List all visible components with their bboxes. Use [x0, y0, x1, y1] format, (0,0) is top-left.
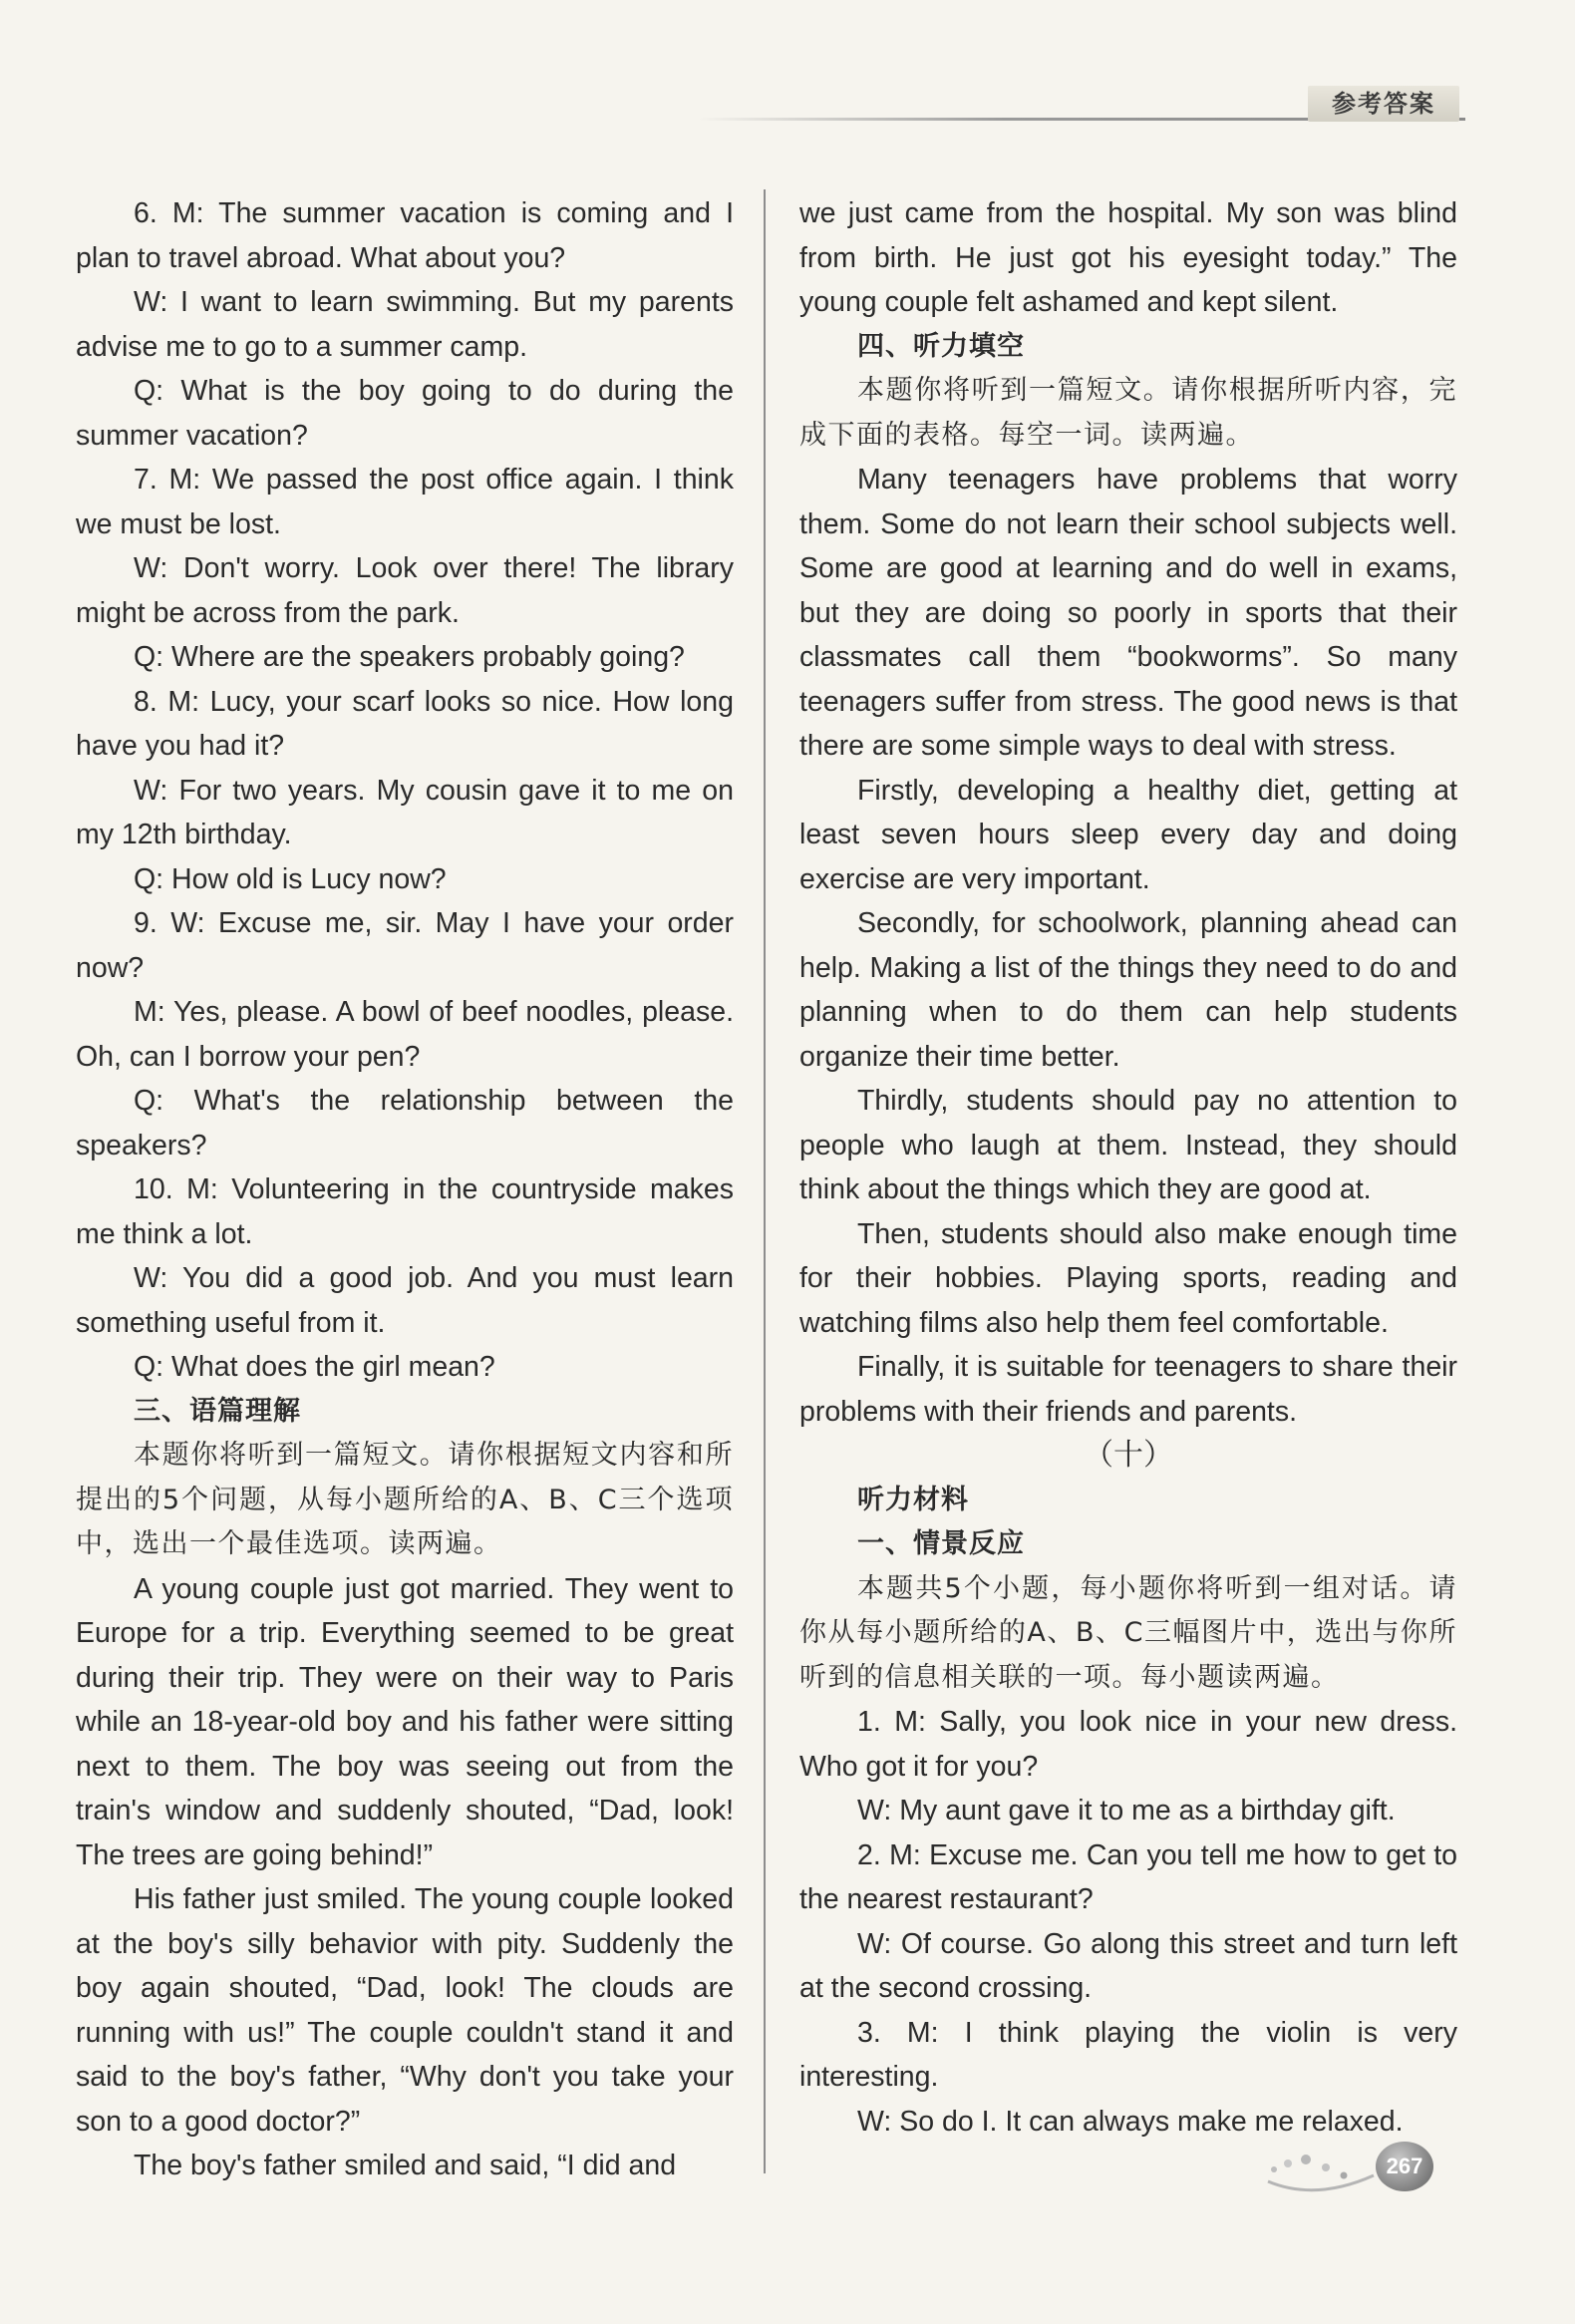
text-paragraph: 9. W: Excuse me, sir. May I have your order now?	[76, 907, 734, 984]
unit-title: （十）	[1084, 1438, 1173, 1473]
section-heading: 四、听力填空	[857, 330, 1025, 362]
instruction-paragraph: 本题共5个小题，每小题你将听到一组对话。请你从每小题所给的A、B、C三幅图片中，选出与你所听到的信息相关联的一项。每小题读两遍。	[799, 1572, 1457, 1693]
decorative-dots-icon	[1266, 2142, 1386, 2201]
text-paragraph: 6. M: The summer vacation is coming and I plan to travel abroad. What about you?	[76, 197, 734, 274]
text-paragraph: 3. M: I think playing the violin is very interesting.	[799, 2016, 1457, 2093]
text-paragraph: 8. M: Lucy, your scarf looks so nice. How long have you had it?	[76, 685, 734, 762]
text-paragraph: W: Of course. Go along this street and turn left at the second crossing.	[799, 1927, 1457, 2004]
text-paragraph: W: Don't worry. Look over there! The library might be across from the park.	[76, 552, 734, 629]
text-paragraph: W: So do I. It can always make me relaxed.	[857, 2105, 1404, 2138]
section-heading: 一、情景反应	[857, 1528, 1025, 1559]
text-paragraph: Q: What is the boy going to do during the summer vacation?	[76, 375, 734, 452]
right-text-column	[799, 191, 1457, 2144]
text-paragraph: M: Yes, please. A bowl of beef noodles, please. Oh, can I borrow your pen?	[76, 996, 734, 1073]
text-paragraph: His father just smiled. The young couple looked at the boy's silly behavior with pity. Suddenly the boy again shouted, “Dad, look! The clouds are running with us!” The couple couldn't stand it and said to the boy's father, “Why don't you take your son to a good doctor?”	[76, 1883, 734, 2138]
text-paragraph: W: You did a good job. And you must learn something useful from it.	[76, 1262, 734, 1339]
left-text-column	[76, 191, 734, 2188]
text-paragraph: A young couple just got married. They went to Europe for a trip. Everything seemed to be great during their trip. They were on their way to Paris while an 18-year-old boy and his father were sitting next to them. The boy was seeing out from the train's window and suddenly shouted, “Dad, look! The trees are going behind!”	[76, 1572, 734, 1871]
text-paragraph: The boy's father smiled and said, “I did and	[134, 2150, 677, 2181]
text-paragraph: Q: Where are the speakers probably going?	[134, 641, 685, 673]
text-paragraph: we just came from the hospital. My son was blind from birth. He just got his eyesight today.” The young couple felt ashamed and kept silent.	[799, 197, 1457, 318]
text-paragraph: 7. M: We passed the post office again. I think we must be lost.	[76, 464, 734, 540]
text-paragraph: Q: What does the girl mean?	[134, 1351, 495, 1383]
text-paragraph: Q: What's the relationship between the speakers?	[76, 1085, 734, 1162]
text-paragraph: 10. M: Volunteering in the countryside makes me think a lot.	[76, 1173, 734, 1250]
text-paragraph: Q: How old is Lucy now?	[134, 862, 447, 895]
instruction-paragraph: 本题你将听到一篇短文。请你根据所听内容，完成下面的表格。每空一词。读两遍。	[799, 375, 1457, 451]
section-heading: 听力材料	[857, 1484, 969, 1515]
column-divider	[764, 189, 766, 2173]
header-section-tab: 参考答案	[1308, 86, 1459, 122]
text-paragraph: Secondly, for schoolwork, planning ahead can help. Making a list of the things they need to do and planning when to do them can help students organize their time better.	[799, 907, 1457, 1073]
text-paragraph: 1. M: Sally, you look nice in your new dress. Who got it for you?	[799, 1706, 1457, 1783]
instruction-paragraph: 本题你将听到一篇短文。请你根据短文内容和所提出的5个问题，从每小题所给的A、B、C三个选项中，选出一个最佳选项。读两遍。	[76, 1440, 734, 1559]
text-paragraph: W: For two years. My cousin gave it to me on my 12th birthday.	[76, 774, 734, 850]
text-paragraph: 2. M: Excuse me. Can you tell me how to get to the nearest restaurant?	[799, 1838, 1457, 1915]
text-paragraph: Then, students should also make enough time for their hobbies. Playing sports, reading and watching films also help them feel comfortable.	[799, 1217, 1457, 1339]
page-footer	[1266, 2142, 1465, 2201]
text-paragraph: Thirdly, students should pay no attention to people who laugh at them. Instead, they should think about the things which they are good at.	[799, 1085, 1457, 1205]
section-heading: 三、语篇理解	[134, 1395, 301, 1427]
text-paragraph: Firstly, developing a healthy diet, getting at least seven hours sleep every day and doing exercise are very important.	[799, 774, 1457, 895]
page-number-badge: 267	[1376, 2142, 1433, 2191]
text-paragraph: W: My aunt gave it to me as a birthday gift.	[857, 1795, 1396, 1826]
text-paragraph: Finally, it is suitable for teenagers to share their problems with their friends and parents.	[799, 1351, 1457, 1428]
text-paragraph: Many teenagers have problems that worry them. Some do not learn their school subjects well. Some are good at learning and do well in exams, but they are doing so poorly in sports that their classmates call them “bookworms”. So many teenagers suffer from stress. The good news is that there are some simple ways to deal with stress.	[799, 464, 1457, 762]
text-paragraph: W: I want to learn swimming. But my parents advise me to go to a summer camp.	[76, 286, 734, 363]
